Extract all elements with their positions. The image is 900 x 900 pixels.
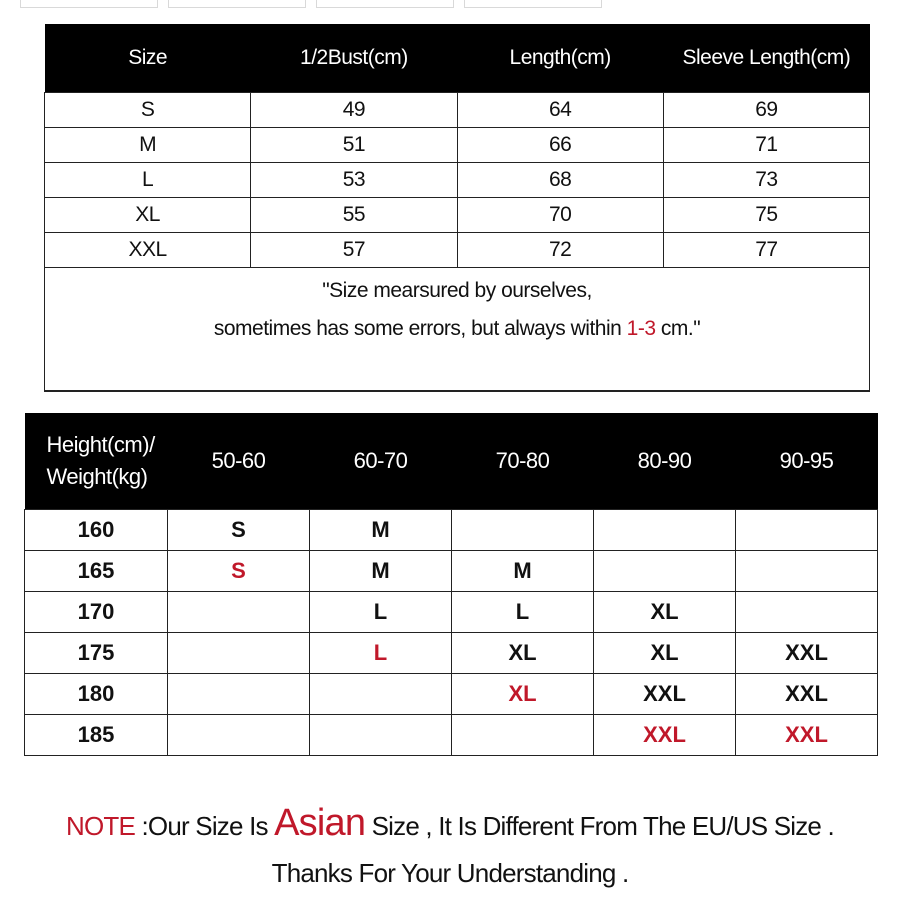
fit-table-header-row [25, 413, 878, 510]
thumbnail-tab-2[interactable] [168, 0, 306, 8]
fit-cell-highlight: L [310, 633, 452, 674]
sleeve-cell: 77 [663, 233, 869, 268]
measurement-note-line1: "Size mearsured by ourselves, [322, 279, 592, 302]
thumbnail-tab-4[interactable] [464, 0, 602, 8]
table-row [25, 551, 878, 592]
fit-cell [736, 592, 878, 633]
table-row [45, 93, 870, 128]
size-table-header-row [45, 24, 870, 93]
height-cell: 185 [25, 715, 168, 756]
height-cell: 165 [25, 551, 168, 592]
fit-guide-table [24, 413, 878, 756]
fit-cell: S [168, 510, 310, 551]
fit-cell [168, 715, 310, 756]
length-cell: 68 [457, 163, 663, 198]
fit-cell [452, 510, 594, 551]
thumbnail-strip [0, 0, 900, 10]
sleeve-cell: 73 [663, 163, 869, 198]
fit-cell: XL [594, 592, 736, 633]
fit-cell: M [452, 551, 594, 592]
height-cell: 170 [25, 592, 168, 633]
length-cell: 66 [457, 128, 663, 163]
measurement-note [45, 268, 870, 392]
height-cell: 160 [25, 510, 168, 551]
sleeve-cell: 69 [663, 93, 869, 128]
fit-cell [168, 633, 310, 674]
length-cell: 70 [457, 198, 663, 233]
fit-cell: XXL [594, 674, 736, 715]
fit-cell [736, 510, 878, 551]
sleeve-cell: 71 [663, 128, 869, 163]
table-row [45, 128, 870, 163]
fit-cell [452, 715, 594, 756]
header-sleeve-length: Sleeve Length(cm) [663, 24, 869, 93]
thumbnail-tab-3[interactable] [316, 0, 454, 8]
bust-cell: 57 [251, 233, 457, 268]
fit-cell [168, 592, 310, 633]
header-length: Length(cm) [457, 24, 663, 93]
asian-highlight: Asian [274, 802, 366, 844]
bust-cell: 49 [251, 93, 457, 128]
weight-range-header: 90-95 [736, 413, 878, 510]
fit-cell [310, 674, 452, 715]
height-header-label: Height(cm)/ [46, 432, 155, 457]
table-row [45, 233, 870, 268]
thumbnail-tab-1[interactable] [20, 0, 158, 8]
weight-range-header: 50-60 [168, 413, 310, 510]
fit-cell: L [310, 592, 452, 633]
note-text-a: :Our Size Is [135, 811, 275, 841]
weight-range-header: 80-90 [594, 413, 736, 510]
table-row [45, 163, 870, 198]
table-row [25, 592, 878, 633]
table-row [25, 674, 878, 715]
table-row [25, 633, 878, 674]
size-cell: S [45, 93, 251, 128]
size-cell: L [45, 163, 251, 198]
table-row [45, 198, 870, 233]
fit-cell-highlight: S [168, 551, 310, 592]
weight-range-header: 60-70 [310, 413, 452, 510]
fit-cell [736, 551, 878, 592]
note-text-b: Size , It Is Different From The EU/US Size . [365, 811, 834, 841]
size-cell: M [45, 128, 251, 163]
size-cell: XL [45, 198, 251, 233]
fit-cell-highlight: XXL [736, 715, 878, 756]
note-line-1 [0, 802, 900, 845]
length-cell: 72 [457, 233, 663, 268]
measurement-note-row [45, 268, 870, 392]
header-half-bust: 1/2Bust(cm) [251, 24, 457, 93]
height-cell: 180 [25, 674, 168, 715]
fit-cell: M [310, 551, 452, 592]
fit-cell: XL [594, 633, 736, 674]
fit-cell-highlight: XL [452, 674, 594, 715]
fit-cell [310, 715, 452, 756]
fit-cell: L [452, 592, 594, 633]
height-cell: 175 [25, 633, 168, 674]
bust-cell: 51 [251, 128, 457, 163]
size-measurement-table [44, 24, 870, 392]
size-cell: XXL [45, 233, 251, 268]
weight-header-label: Weight(kg) [46, 464, 148, 489]
note-line-2: Thanks For Your Understanding . [271, 858, 629, 888]
table-row [25, 510, 878, 551]
note-label: NOTE [66, 811, 136, 841]
height-weight-header [25, 413, 168, 510]
weight-range-header: 70-80 [452, 413, 594, 510]
fit-cell-highlight: XXL [594, 715, 736, 756]
fit-cell: XXL [736, 674, 878, 715]
fit-cell [168, 674, 310, 715]
fit-cell [594, 551, 736, 592]
measurement-note-line2a: sometimes has some errors, but always within [213, 317, 627, 340]
fit-cell: XXL [736, 633, 878, 674]
fit-cell: XL [452, 633, 594, 674]
table-row [25, 715, 878, 756]
bust-cell: 53 [251, 163, 457, 198]
header-size: Size [45, 24, 251, 93]
measurement-tolerance: 1-3 [626, 317, 656, 340]
measurement-note-line2b: cm." [655, 317, 701, 340]
sleeve-cell: 75 [663, 198, 869, 233]
bust-cell: 55 [251, 198, 457, 233]
length-cell: 64 [457, 93, 663, 128]
fit-cell: M [310, 510, 452, 551]
fit-cell [594, 510, 736, 551]
